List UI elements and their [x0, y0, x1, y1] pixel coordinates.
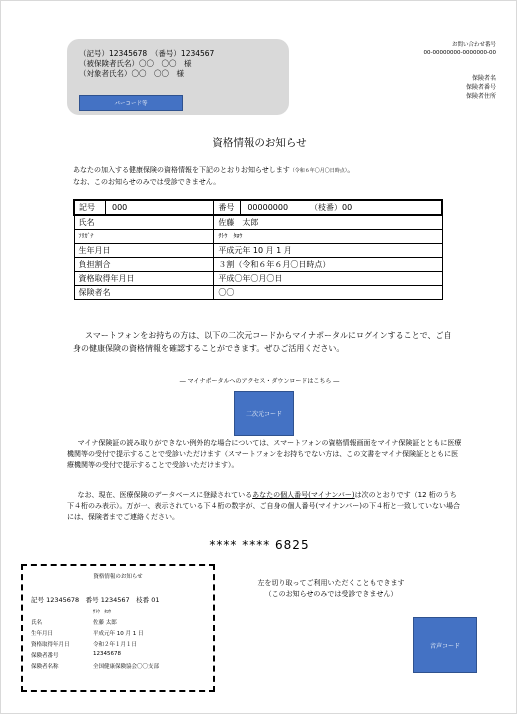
cutout-card: [21, 564, 215, 692]
row-value: 〇〇: [214, 286, 442, 300]
kigou-value: 000: [112, 203, 128, 212]
access-label: ― マイナポータルへのアクセス・ダウンロードはこちら ―: [179, 378, 340, 385]
intro-line-2: なお、このお知らせのみでは受診できません。: [73, 178, 221, 186]
cutout-row-label: 資格取得年月日: [31, 642, 70, 648]
cutout-row-label: 保険者番号: [31, 653, 59, 659]
cutout-row-label: 氏名: [31, 620, 43, 626]
smartphone-text: スマートフォンをお持ちの方は、以下の二次元コードからマイナポータルにログインすることで、ご自身の健康保険の資格情報を確認することができます。ぜひご活用ください。: [73, 331, 452, 353]
cutout-row: [31, 618, 117, 626]
table-row: [74, 286, 442, 300]
row-label: 氏名: [74, 215, 214, 230]
insurer-address: 保険者住所: [465, 93, 496, 100]
cutout-row-value: 平成元年 10 月 1 日: [93, 631, 144, 637]
address-line-insured-name: （被保険者氏名）〇〇 〇〇 様: [79, 59, 192, 68]
contact-block: [424, 41, 496, 57]
cutout-row: [31, 629, 144, 637]
cutout-row-value: 佐藤 太郎: [93, 620, 117, 626]
my-number-underlined: あなたの個人番号(マイナンバー): [252, 491, 355, 499]
cut-note-line-2: （このお知らせのみでは受診できません）: [264, 590, 398, 598]
table-row: [74, 215, 442, 230]
exception-paragraph: マイナ保険証の読み取りができない例外的な場合については、スマートフォンの資格情報画面をマイナ保険証とともに医療機関等の受付で提示することで受診いただけます（スマートフォンをお持ちでない方は、この文書をマイナ保険証とともに医療機関等の受付で提示することで受診いただけます）。: [67, 439, 462, 469]
bangou-cell: [214, 200, 442, 215]
cut-note-line-1: 左を切り取ってご利用いただくこともできます: [257, 579, 405, 587]
insurer-block: [466, 74, 496, 101]
address-block: [67, 39, 289, 115]
row-value: ３割（令和６年６月〇日時点）: [214, 258, 442, 272]
kigou-cell: [74, 200, 214, 215]
cutout-row: [31, 640, 138, 648]
row-label: 資格取得年月日: [74, 272, 214, 286]
page-title: 資格情報のお知らせ: [212, 137, 307, 149]
cutout-title: 資格情報のお知らせ: [93, 574, 143, 580]
contact-label: お問い合わせ番号: [451, 42, 496, 48]
edaban-value: （枝番）00: [310, 203, 353, 212]
cutout-row-label: 保険者名称: [31, 664, 59, 670]
intro-text: [73, 165, 473, 188]
my-number-paragraph: [67, 490, 462, 523]
table-row: [74, 230, 442, 244]
cutout-kigou-line: 記号 12345678 番号 1234567 枝番 01: [31, 596, 160, 604]
intro-line-1: あなたの加入する健康保険の資格情報を下記のとおりお知らせします: [73, 166, 290, 174]
table-row: [74, 244, 442, 258]
cutout-row-value: 全国健康保険協会〇〇支部: [93, 664, 160, 670]
cutout-kana: ｻﾄｳ ﾀﾛｳ: [93, 610, 111, 615]
table-row: [74, 258, 442, 272]
row-label: ﾌﾘｶﾞﾅ: [74, 230, 214, 244]
row-value: 平成元年 10 月 1 月: [214, 244, 442, 258]
voice-code[interactable]: 音声コード: [413, 617, 477, 673]
bangou-label: 番号: [218, 203, 235, 212]
row-label: 負担割合: [74, 258, 214, 272]
address-line-number: （記号）12345678 （番号）1234567: [79, 49, 215, 58]
intro-line-1-end: 。: [347, 166, 355, 174]
contact-number: 00-00000000-0000000-00: [423, 50, 496, 56]
row-label: 生年月日: [74, 244, 214, 258]
qr-code[interactable]: 二次元コード: [234, 391, 294, 436]
row-value: ｻﾄｳ ﾀﾛｳ: [214, 230, 442, 244]
row-label: 保険者名: [74, 286, 214, 300]
cut-note: [231, 578, 431, 600]
barcode-area: バーコード等: [79, 95, 183, 111]
table-row-kigou-bangou: [74, 200, 442, 215]
bangou-value: 00000000: [247, 203, 289, 212]
intro-date-note: （令和６年〇月〇日時点）: [289, 168, 348, 174]
row-value: 平成〇年〇月〇日: [214, 272, 442, 286]
cutout-row-label: 生年月日: [31, 631, 54, 637]
row-value: 佐藤 太郎: [214, 215, 442, 230]
insurer-name: 保険者名: [471, 75, 496, 82]
masked-my-number: **** **** 6825: [209, 538, 310, 552]
insurer-number: 保険者番号: [465, 84, 496, 91]
cutout-row: [31, 662, 160, 670]
cutout-row-value: 令和２年１月１日: [93, 642, 138, 648]
my-number-pre: なお、現在、医療保険のデータベースに登録されている: [77, 491, 253, 499]
cutout-row-value: 12345678: [93, 651, 121, 657]
table-row: [74, 272, 442, 286]
kigou-label: 記号: [79, 203, 95, 212]
address-line-target-name: （対象者氏名）〇〇 〇〇 様: [79, 69, 184, 78]
my-number-post: は次のとおりです（12 桁のうち下４桁のみ表示）。万が一、表示されている下４桁の数字が、ご自身の個人番号(マイナンバー)の下４桁と一致していない場合には、保険者までご連絡ください。: [67, 491, 460, 521]
qualification-info-table: [73, 199, 443, 300]
cutout-row: [31, 651, 121, 659]
